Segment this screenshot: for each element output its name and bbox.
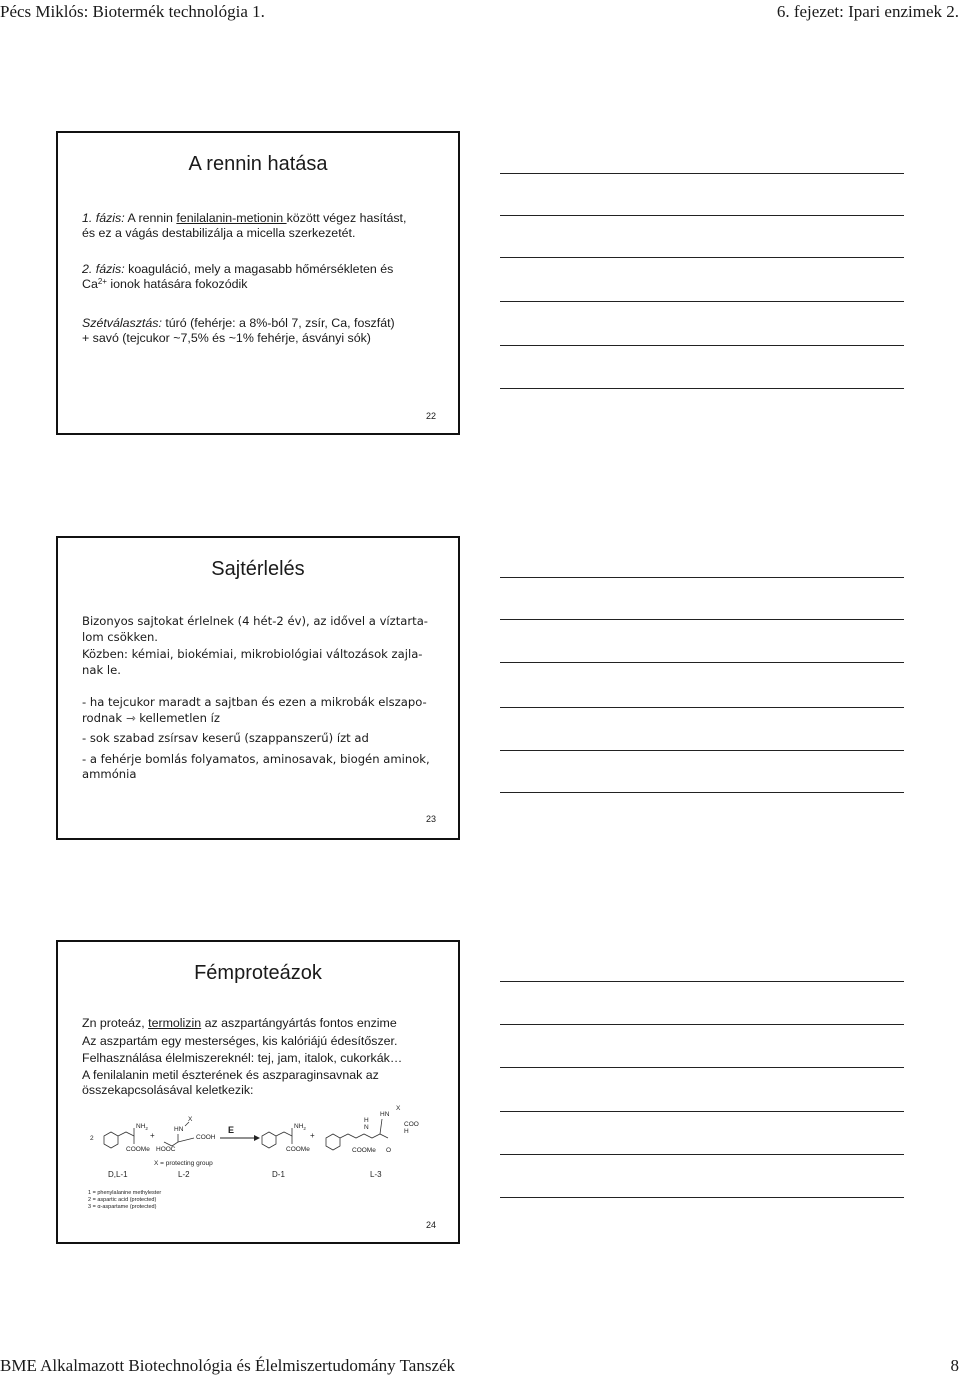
underlined-term: fenilalanin-metionin — [176, 211, 287, 225]
synthesis-line — [82, 1068, 440, 1098]
bond — [178, 1138, 194, 1142]
note-line — [500, 662, 904, 663]
coome-label: COOMe — [126, 1146, 150, 1153]
zn-protease-line — [82, 1015, 440, 1033]
text-run: összekapcsolásával keletkezik: — [82, 1082, 254, 1097]
slide-title: A rennin hatása — [188, 153, 328, 175]
note-line — [500, 257, 904, 258]
legend-line: 2 = aspartic acid (protected) — [88, 1197, 157, 1203]
phase-1-label: 1. fázis: — [82, 211, 125, 225]
text-run: Közben: kémiai, biokémiai, mikrobiológiai változások zajla- — [82, 647, 423, 661]
bullet-lactose — [82, 695, 440, 726]
text-run: A fenilalanin metil észterének és aszparaginsavnak az — [82, 1067, 379, 1082]
note-line — [500, 388, 904, 389]
note-line — [500, 301, 904, 302]
compound-label: L-2 — [178, 1170, 190, 1179]
text-run: kellemetlen íz — [135, 710, 220, 725]
note-line — [500, 1067, 904, 1068]
text-run: Ca — [82, 277, 98, 291]
text-run: lom csökken. — [82, 629, 158, 644]
text-run: és ez a vágás destabilizálja a micella szerkezetét. — [82, 226, 356, 240]
note-line — [500, 215, 904, 216]
h-label: H — [404, 1128, 409, 1135]
slide-rennin — [56, 131, 460, 435]
text-run: nak le. — [82, 662, 121, 677]
aspartame-line: Az aszpartám egy mesterséges, kis kalóriájú édesítőszer. — [82, 1033, 398, 1048]
text-run: ammónia — [82, 767, 137, 781]
slide-body — [82, 1015, 440, 1098]
compound-label: D-1 — [272, 1170, 285, 1179]
slide-title: Sajtérlelés — [211, 558, 305, 580]
slide-body — [82, 614, 440, 783]
text-run: az aszpartángyártás fontos enzime — [201, 1016, 397, 1030]
bond — [118, 1128, 134, 1136]
note-line — [500, 707, 904, 708]
page-header-left: Pécs Miklós: Biotermék technológia 1. — [0, 2, 265, 21]
slide-body — [82, 211, 440, 346]
superscript: 2+ — [97, 277, 107, 286]
arrow-icon: ⇾ — [125, 710, 136, 725]
coefficient: 2 — [90, 1135, 94, 1142]
plus-sign: + — [310, 1131, 315, 1140]
compound-label: D,L-1 — [108, 1170, 128, 1179]
compound-label: L-3 — [370, 1170, 382, 1179]
slide-femproteazok — [56, 940, 460, 1244]
h-label: H — [364, 1117, 369, 1124]
cooh-label: COOH — [196, 1134, 216, 1141]
text-run: + savó (tejcukor ~7,5% és ~1% fehérje, ásványi sók) — [82, 331, 371, 345]
note-line — [500, 1197, 904, 1198]
benzene-ring-3 — [326, 1134, 340, 1150]
n-label: N — [364, 1124, 369, 1131]
slide-number: 24 — [425, 1220, 436, 1230]
slide-title: Fémproteázok — [194, 962, 322, 984]
phase-2-label: 2. fázis: — [82, 262, 125, 276]
note-line — [500, 1154, 904, 1155]
nh2-label: $NH_2$ — [136, 1123, 148, 1131]
text-run: - sok szabad zsírsav keserű (szappanszerű) ízt ad — [82, 731, 369, 745]
x-label: X — [396, 1105, 401, 1112]
bond — [340, 1134, 388, 1138]
hooc-label: HOOC — [156, 1146, 176, 1153]
underlined-term: termolizin — [148, 1016, 202, 1030]
page-header-right: 6. fejezet: Ipari enzimek 2. — [776, 2, 959, 21]
note-line — [500, 981, 904, 982]
note-line — [500, 619, 904, 620]
ripening-paragraph — [82, 614, 440, 645]
note-line — [500, 750, 904, 751]
note-line — [500, 345, 904, 346]
text-run: - a fehérje bomlás folyamatos, aminosavak, biogén aminok, — [82, 751, 430, 766]
enzyme-label: E — [228, 1125, 235, 1135]
nh2-label: $NH_2$ — [294, 1123, 306, 1131]
page-footer-left: BME Alkalmazott Biotechnológia és Élelmiszertudomány Tanszék — [0, 1356, 456, 1375]
coome-label: COOMe — [286, 1146, 310, 1153]
bullet-fatty-acid — [82, 731, 440, 747]
page-number: 8 — [950, 1356, 959, 1375]
bond — [380, 1119, 382, 1134]
phase-1-text — [82, 211, 440, 241]
protect-note: X = protecting group — [154, 1160, 213, 1167]
separation-label: Szétválasztás: — [82, 316, 162, 330]
legend-line: 1 = phenylalanine methylester — [88, 1190, 162, 1196]
x-label: X — [188, 1116, 193, 1123]
text-run: ionok hatására fokozódik — [106, 277, 248, 291]
text-run: Bizonyos sajtokat érlelnek (4 hét-2 év), az idővel a víztarta- — [82, 614, 428, 628]
o-label: O — [386, 1147, 392, 1154]
changes-paragraph — [82, 647, 440, 678]
plus-sign: + — [150, 1131, 155, 1140]
note-line — [500, 1111, 904, 1112]
note-line — [500, 792, 904, 793]
coo-label: COO — [404, 1121, 419, 1128]
bond — [185, 1122, 189, 1126]
text-run: Zn proteáz, — [82, 1016, 149, 1030]
slide-number: 22 — [425, 411, 436, 421]
note-line — [500, 173, 904, 174]
benzene-ring-2 — [262, 1132, 276, 1148]
hn-label: HN — [380, 1111, 390, 1118]
note-line — [500, 577, 904, 578]
hn-label: HN — [174, 1126, 184, 1133]
separation-text — [82, 316, 440, 346]
phase-2-text — [82, 262, 440, 292]
legend-line: 3 = α-aspartame (protected) — [88, 1204, 157, 1210]
slide-sajterleles — [56, 536, 460, 840]
bond — [276, 1128, 292, 1136]
coome-label: COOMe — [352, 1147, 376, 1154]
reaction-scheme — [82, 1102, 436, 1210]
text-run: A rennin — [124, 211, 177, 225]
text-run: rodnak — [82, 710, 126, 725]
bullet-protein — [82, 752, 440, 783]
bond — [164, 1134, 178, 1146]
usage-line: Felhasználása élelmiszereknél: tej, jam, italok, cukorkák… — [82, 1051, 403, 1065]
text-run: túró (fehérje: a 8%-ból 7, zsír, Ca, foszfát) — [161, 316, 395, 330]
text-run: koaguláció, mely a magasabb hőmérsékleten és — [124, 262, 394, 276]
benzene-ring-1 — [104, 1132, 118, 1148]
slide-number: 23 — [425, 814, 436, 824]
arrowhead — [254, 1135, 260, 1141]
text-run: között végez hasítást, — [286, 211, 407, 225]
text-run: - ha tejcukor maradt a sajtban és ezen a mikrobák elszapo- — [82, 695, 427, 709]
note-line — [500, 1024, 904, 1025]
